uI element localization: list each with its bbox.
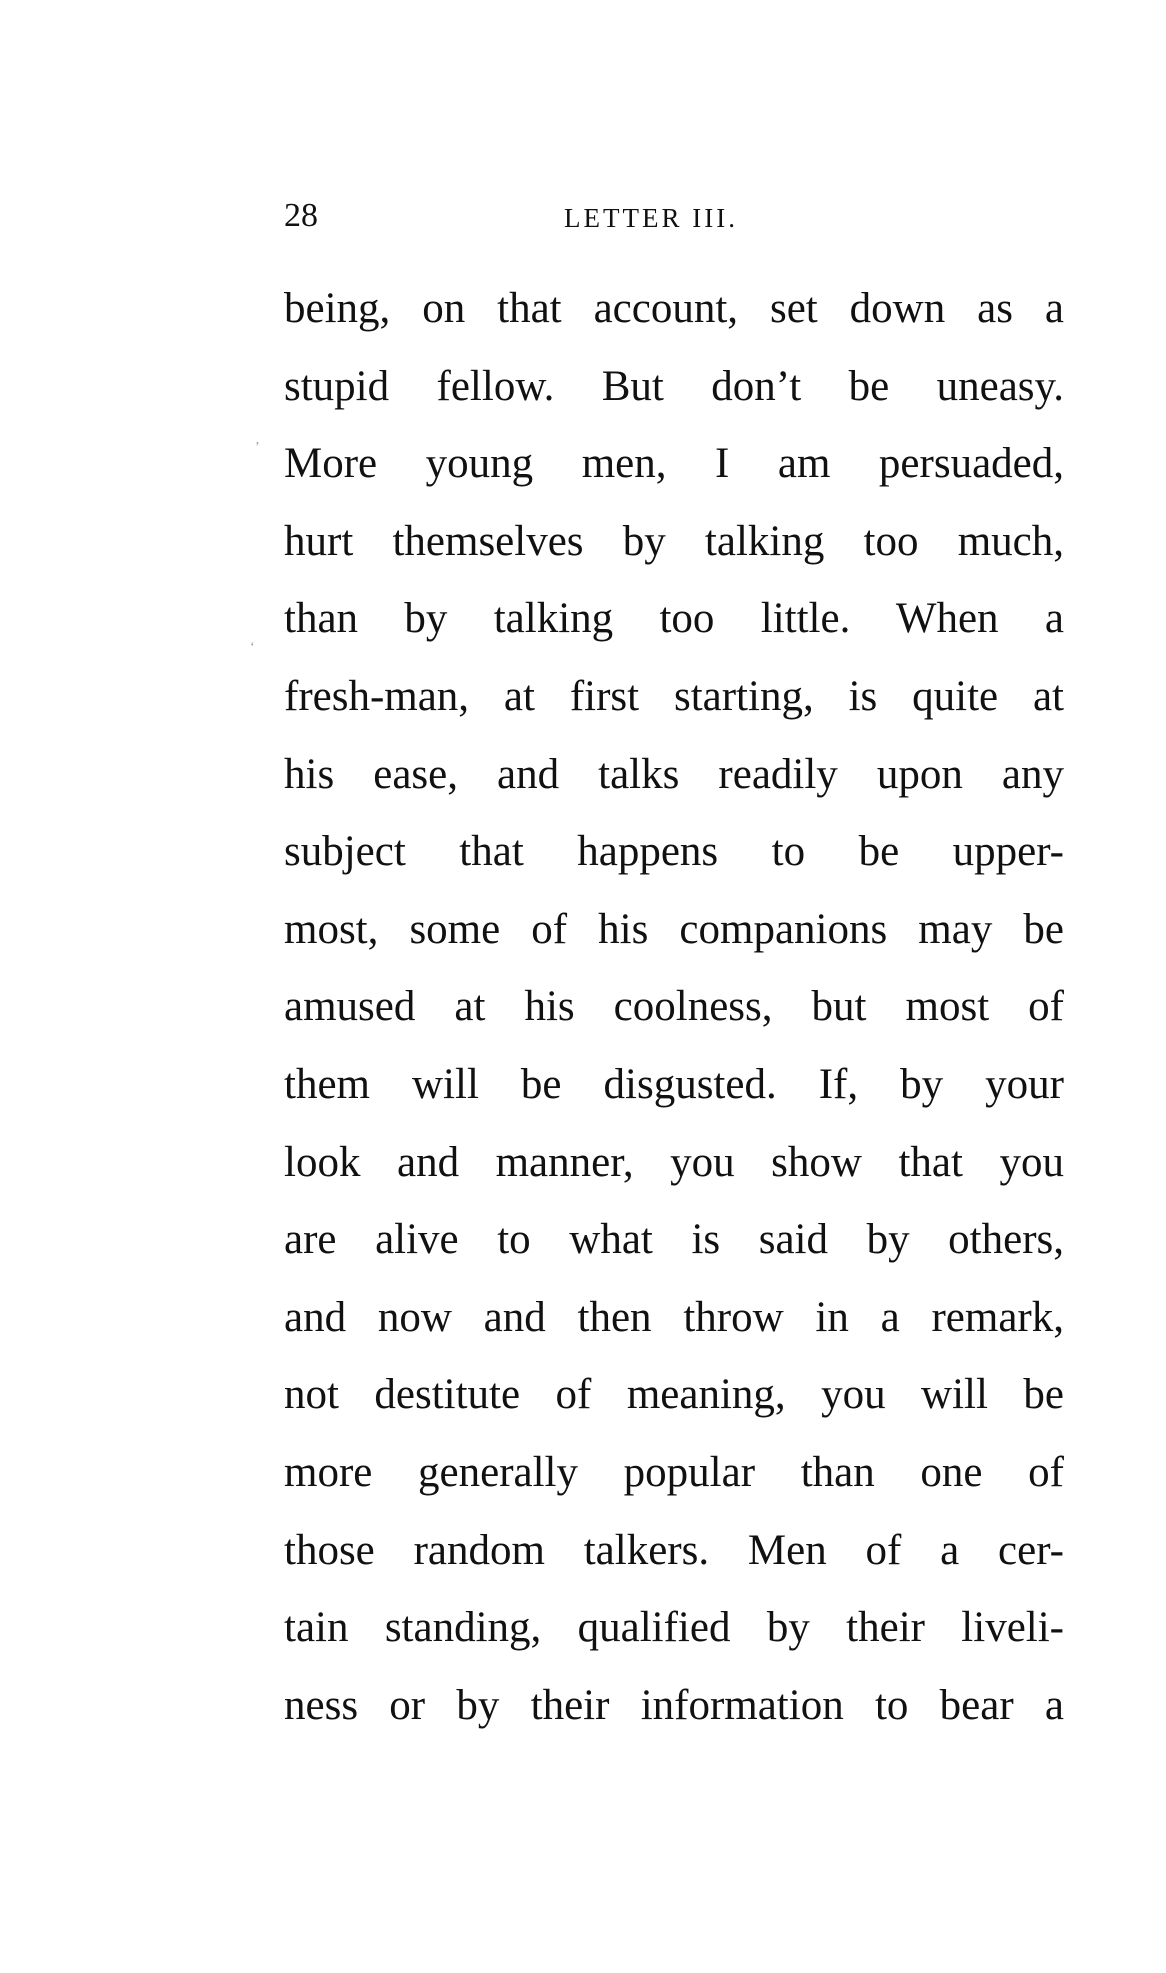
text-line: most, some of his companions may be [284, 905, 1064, 953]
text-line: than by talking too little. When a [284, 595, 1064, 643]
page-header [284, 196, 1064, 236]
text-line: subject that happens to be upper- [284, 828, 1064, 876]
text-line: look and manner, you show that you [284, 1138, 1064, 1186]
text-line: amused at his coolness, but most of [284, 983, 1064, 1031]
body-text [284, 270, 1064, 1744]
text-line: More young men, I am persuaded, [284, 440, 1064, 488]
text-line: tain standing, qualified by their liveli- [284, 1604, 1064, 1652]
text-line: fresh-man, at first starting, is quite at [284, 672, 1064, 720]
text-line: being, on that account, set down as a [284, 285, 1064, 332]
text-line: them will be disgusted. If, by your [284, 1060, 1064, 1108]
text-line: stupid fellow. But don’t be uneasy. [284, 362, 1064, 410]
text-line: those random talkers. Men of a cer- [284, 1526, 1064, 1574]
margin-speck: ’ [255, 440, 260, 455]
text-line: his ease, and talks readily upon any [284, 750, 1064, 798]
page-number: 28 [284, 197, 318, 234]
running-head: LETTER III. [564, 203, 738, 233]
text-line: ness or by their information to bear a [284, 1681, 1064, 1729]
text-line: are alive to what is said by others, [284, 1216, 1064, 1264]
text-line: not destitute of meaning, you will be [284, 1371, 1064, 1419]
text-line: hurt themselves by talking too much, [284, 517, 1064, 565]
text-line: and now and then throw in a remark, [284, 1293, 1064, 1341]
margin-speck: ‘ [250, 640, 255, 655]
text-line: more generally popular than one of [284, 1448, 1064, 1496]
